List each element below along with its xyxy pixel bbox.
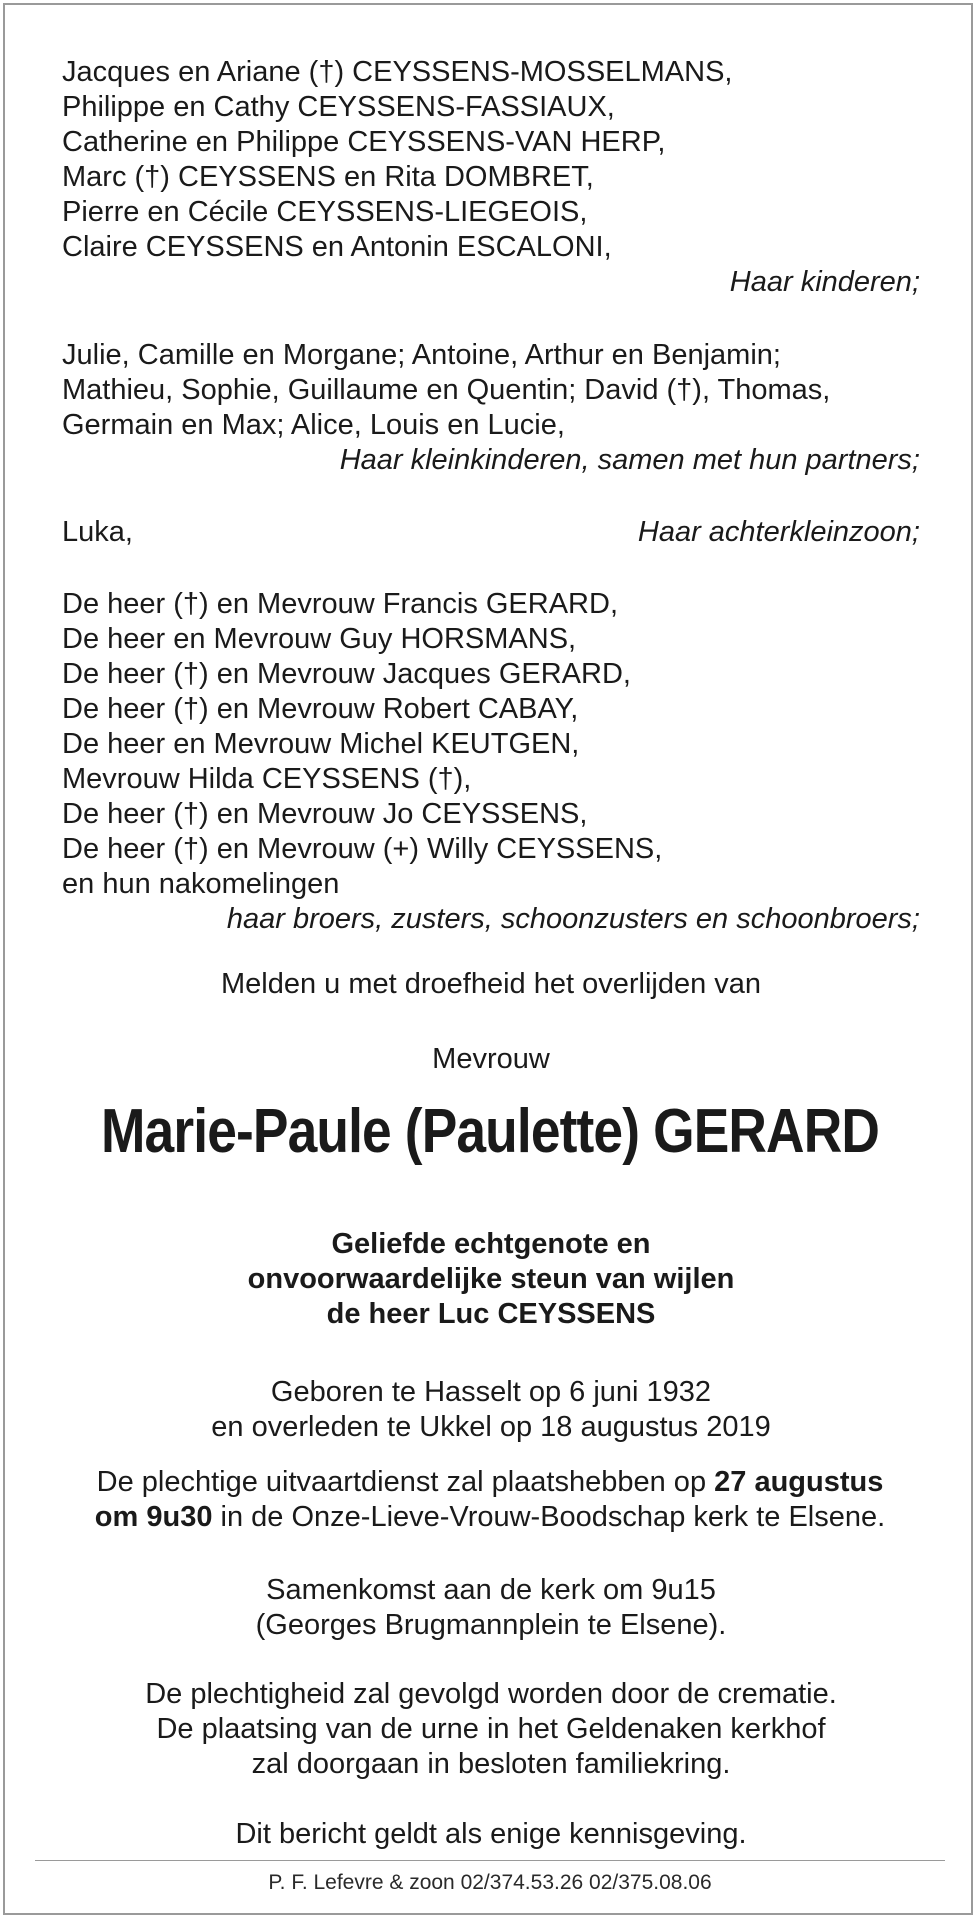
children-list: [62, 55, 920, 300]
epithet-line: de heer Luc CEYSSENS: [326, 1298, 656, 1330]
sibling-line: Mevrouw Hilda CEYSSENS (†),: [62, 763, 472, 795]
gathering: [62, 1573, 920, 1643]
title: Mevrouw: [432, 1043, 550, 1075]
funeral-home-footer: P. F. Lefevre & zoon 02/374.53.26 02/375.08.06: [268, 1871, 712, 1894]
announcement: Melden u met droefheid het overlijden van: [220, 968, 762, 1000]
cremation-line: De plechtigheid zal gevolgd worden door de crematie.: [145, 1678, 837, 1710]
service-date: 27 augustus: [714, 1466, 884, 1498]
service-info: [45, 1465, 935, 1535]
birth-line: Geboren te Hasselt op 6 juni 1932: [270, 1376, 712, 1408]
gathering-line: (Georges Brugmannplein te Elsene).: [255, 1609, 727, 1641]
sibling-line: De heer (†) en Mevrouw Robert CABAY,: [62, 693, 579, 725]
child-line: Marc (†) CEYSSENS en Rita DOMBRET,: [62, 161, 594, 193]
child-line: Claire CEYSSENS en Antonin ESCALONI,: [62, 231, 612, 263]
sibling-line: De heer en Mevrouw Guy HORSMANS,: [62, 623, 577, 655]
children-label: Haar kinderen;: [729, 266, 920, 298]
great-grandchild-name: Luka,: [62, 516, 133, 548]
epithet-line: Geliefde echtgenote en: [331, 1228, 651, 1260]
siblings-label: haar broers, zusters, schoonzusters en schoonbroers;: [226, 903, 920, 935]
grandchildren-line: Julie, Camille en Morgane; Antoine, Arthur en Benjamin;: [62, 339, 781, 371]
child-line: Pierre en Cécile CEYSSENS-LIEGEOIS,: [62, 196, 588, 228]
great-grandchild-label: Haar achterkleinzoon;: [637, 516, 920, 548]
service-text-1: De plechtige uitvaartdienst zal plaatshebben op: [96, 1466, 715, 1498]
sibling-line: De heer (†) en Mevrouw (+) Willy CEYSSENS,: [62, 833, 663, 865]
cremation-line: zal doorgaan in besloten familiekring.: [251, 1748, 731, 1780]
sibling-line: De heer en Mevrouw Michel KEUTGEN,: [62, 728, 580, 760]
sibling-line: De heer (†) en Mevrouw Jacques GERARD,: [62, 658, 631, 690]
great-grandchild-row: [62, 515, 920, 550]
obituary-notice: [3, 3, 973, 1915]
sibling-line: De heer (†) en Mevrouw Francis GERARD,: [62, 588, 618, 620]
grandchildren-list: [62, 338, 920, 478]
service-time: om 9u30: [94, 1501, 213, 1533]
siblings-list: [62, 587, 920, 937]
cremation-line: De plaatsing van de urne in het Geldenaken kerkhof: [156, 1713, 826, 1745]
sibling-line: en hun nakomelingen: [62, 868, 340, 900]
divider: [35, 1860, 945, 1861]
gathering-line: Samenkomst aan de kerk om 9u15: [266, 1574, 716, 1606]
birth-death: [62, 1375, 920, 1445]
child-line: Jacques en Ariane (†) CEYSSENS-MOSSELMANS,: [62, 56, 733, 88]
service-line-1: [45, 1465, 935, 1500]
deceased-name: Marie-Paule (Paulette) GERARD: [100, 1097, 879, 1166]
service-text-2: in de Onze-Lieve-Vrouw-Boodschap kerk te Elsene.: [212, 1501, 886, 1533]
service-line-2: [45, 1500, 935, 1535]
epithet-line: onvoorwaardelijke steun van wijlen: [247, 1263, 735, 1295]
grandchildren-label: Haar kleinkinderen, samen met hun partners;: [339, 444, 920, 476]
epithet: [62, 1227, 920, 1332]
child-line: Catherine en Philippe CEYSSENS-VAN HERP,: [62, 126, 666, 158]
notice: Dit bericht geldt als enige kennisgeving.: [235, 1818, 747, 1850]
child-line: Philippe en Cathy CEYSSENS-FASSIAUX,: [62, 91, 615, 123]
grandchildren-line: Germain en Max; Alice, Louis en Lucie,: [62, 409, 565, 441]
sibling-line: De heer (†) en Mevrouw Jo CEYSSENS,: [62, 798, 588, 830]
cremation: [62, 1677, 920, 1782]
death-line: en overleden te Ukkel op 18 augustus 2019: [211, 1411, 771, 1443]
grandchildren-line: Mathieu, Sophie, Guillaume en Quentin; David (†), Thomas,: [62, 374, 831, 406]
